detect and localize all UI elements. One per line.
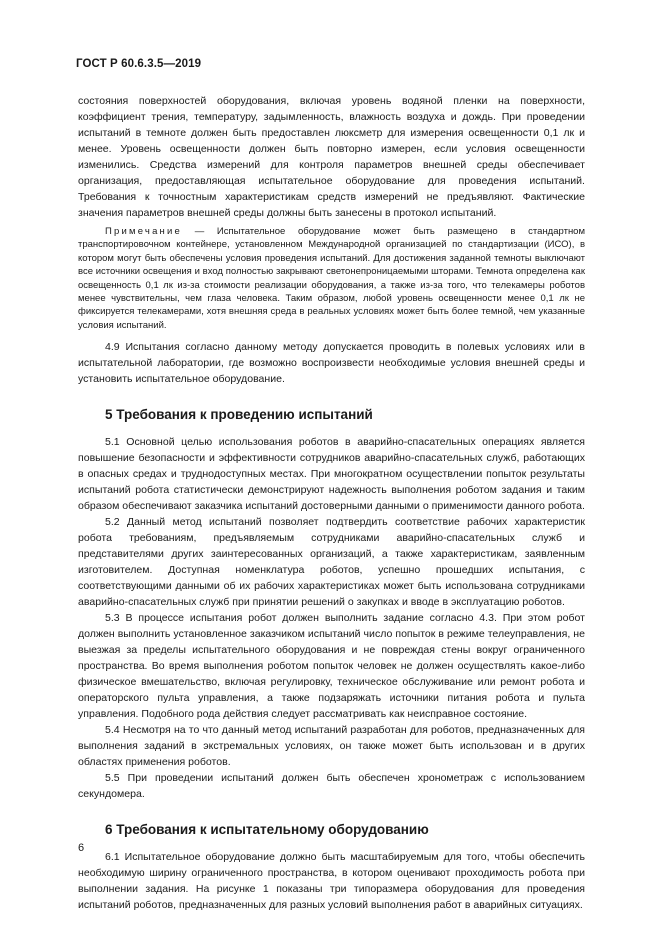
paragraph-5-4: 5.4 Несмотря на то что данный метод испытаний разработан для роботов, предназначенных для выполнения заданий в экстремальных условиях, он также может быть использован и в других областях применения роботов.: [78, 724, 585, 769]
section-6-heading: 6 Требования к испытательному оборудованию: [105, 822, 429, 838]
note-text: — Испытательное оборудование может быть размещено в стандартном транспортировочном контейнере, установленном Международной организацией по стандартизации (ИСО), в котором могут быть обеспечены условия проведения испытаний. Для достижения заданной темноты выключают все источники освещения и вход полностью закрывают светонепроницаемыми шторами. Темнота определена как освещенность 0,1 лк из-за стоимости реализации оборудования, а также из-за того, что телекамеры роботов менее чувствительны, чем глаза человека. Таким образом, любой уровень освещенности менее 0,1 лк не фиксируется телекамерами, хотя внешняя среда в реальных условиях может быть более темной, чем указанные условия испытаний.: [78, 226, 585, 331]
paragraph-6-1: 6.1 Испытательное оборудование должно быть масштабируемым для того, чтобы обеспечить необходимую ширину ограниченного пространства, в котором оценивают проходимость робота при выполнении задания. На рисунке 1 показаны три типоразмера оборудования для проведения испытаний роботов, предназначенных для разных условий выполнения работ в аварийных ситуациях.: [78, 851, 585, 912]
page-number: 6: [78, 842, 85, 854]
paragraph-5-5: 5.5 При проведении испытаний должен быть обеспечен хронометраж с использованием секундомера.: [78, 772, 585, 801]
note-label: Примечание: [105, 226, 182, 237]
paragraph-5-1: 5.1 Основной целью использования роботов в аварийно-спасательных операциях является повышение безопасности и эффективности сотрудников аварийно-спасательных служб, работающих в опасных средах и труднодоступных местах. При многократном осуществлении попыток результаты испытаний робота статистически демонстрируют надежность выполнения роботом задания и таким образом обеспечивают заказчика испытаний достоверными данными о применимости данного робота.: [78, 436, 585, 513]
paragraph-4-9: 4.9 Испытания согласно данному методу допускается проводить в полевых условиях или в испытательной лаборатории, где возможно воспроизвести необходимые условия внешней среды и установить испытательное оборудование.: [78, 341, 585, 386]
paragraph-continuation: состояния поверхностей оборудования, включая уровень водяной пленки на поверхности, коэффициент трения, температуру, задымленность, влажность воздуха и дождь. При проведении испытаний в темноте должен быть предоставлен люксметр для измерения освещенности 0,1 лк и менее. Уровень освещенности должен быть повторно измерен, если условия освещенности изменились. Средства измерений для контроля параметров внешней среды обеспечивает организация, предоставляющая испытательное оборудование для проведения испытаний. Требования к точностным характеристикам средств измерений не предъявляют. Фактические значения параметров внешней среды должны быть занесены в протокол испытаний.: [78, 95, 585, 219]
document-body: [78, 93, 585, 913]
document-header: ГОСТ Р 60.6.3.5—2019: [76, 58, 202, 70]
paragraph-5-2: 5.2 Данный метод испытаний позволяет подтвердить соответствие рабочих характеристик робота требованиям, предъявляемым сотрудниками аварийно-спасательных служб и представителями других заинтересованных организаций, а также характеристикам, заявленным изготовителем. Доступная номенклатура роботов, успешно прошедших испытания, с соответствующими данными об их рабочих характеристиках может быть использована сотрудниками аварийно-спасательных служб при принятии решений о закупках и вводе в эксплуатацию роботов.: [78, 516, 585, 609]
note: [78, 225, 585, 332]
section-5-heading: 5 Требования к проведению испытаний: [105, 407, 373, 423]
paragraph-5-3: 5.3 В процессе испытания робот должен выполнить задание согласно 4.3. При этом робот должен выполнить установленное заказчиком испытаний число попыток в режиме телеуправления, не выезжая за пределы испытательного оборудования и не повреждая стены вокруг ограниченного пространства. Во время выполнения роботом попыток человек не должен осуществлять какое-либо физическое вмешательство, включая регулировку, техническое обслуживание или ремонт робота и операторского пульта управления, а также подзаряжать источники питания робота и пульта управления. Подобного рода действия следует рассматривать как неисправное состояние.: [78, 612, 585, 721]
